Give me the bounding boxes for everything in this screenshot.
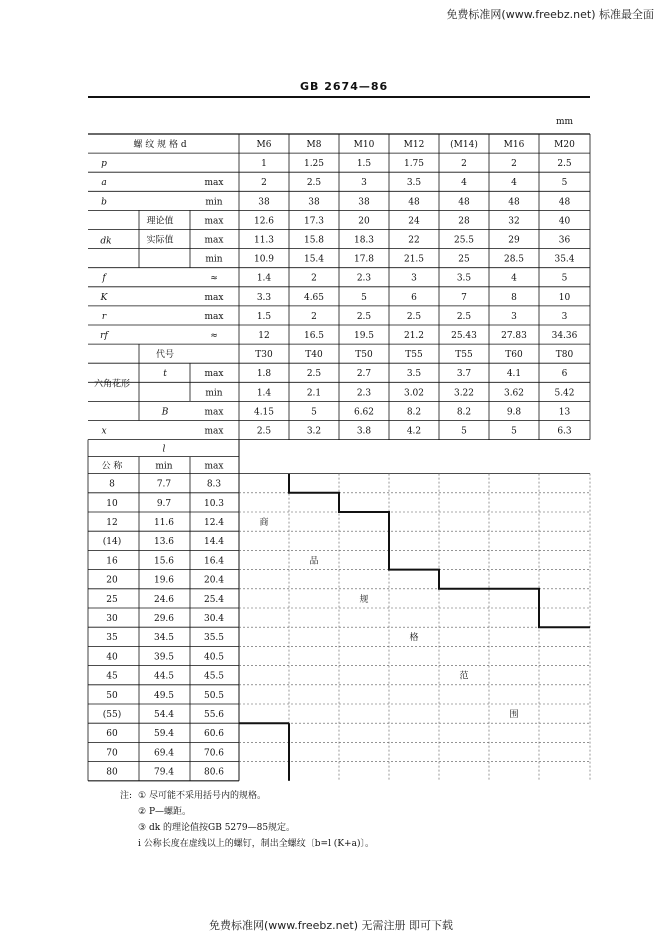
- note-item-1: [120, 788, 374, 804]
- cell-value: T55: [405, 350, 423, 361]
- range-label-char: 围: [509, 710, 519, 720]
- length-nominal: 40: [106, 652, 118, 663]
- length-max: 50.5: [203, 690, 225, 701]
- cell-value: 8: [511, 292, 517, 303]
- row-param: rf: [100, 331, 108, 341]
- row-param: f: [102, 273, 106, 284]
- cell-value: 2.5: [306, 369, 322, 380]
- cell-value: 48: [558, 197, 571, 208]
- cell-value: 5: [561, 273, 568, 284]
- length-max: 10.3: [203, 498, 225, 509]
- row-param: a: [101, 178, 107, 189]
- notes-prefix: 注:: [120, 791, 133, 801]
- cell-value: 2: [261, 178, 267, 189]
- length-min: 54.4: [153, 710, 175, 720]
- length-nominal: 60: [106, 729, 118, 740]
- row-param: p: [101, 159, 107, 170]
- row-sub-label: 实际值: [146, 235, 174, 246]
- row-limit: ≈: [210, 331, 218, 341]
- cell-value: 2: [461, 159, 467, 170]
- length-max: 80.6: [203, 767, 225, 778]
- cell-value: 3.5: [456, 273, 472, 284]
- row-limit: max: [204, 292, 224, 303]
- row-sub-label: 代号: [155, 350, 175, 361]
- cell-value: 2.1: [306, 388, 322, 399]
- cell-value: T40: [305, 350, 323, 361]
- row-param: x: [101, 426, 107, 437]
- cell-value: T60: [505, 350, 523, 361]
- row-limit: max: [204, 178, 224, 189]
- cell-value: 3: [361, 178, 367, 189]
- row-limit: max: [204, 407, 224, 418]
- length-max: 8.3: [206, 479, 222, 490]
- length-nominal: 16: [106, 556, 118, 567]
- length-col-max: max: [204, 461, 224, 472]
- row-param: b: [101, 197, 107, 208]
- range-label-char: 范: [459, 671, 469, 682]
- torx-group-label: 六角花形: [93, 379, 131, 390]
- cell-value: 19.5: [353, 331, 375, 341]
- cell-value: 38: [258, 197, 270, 208]
- length-max: 60.6: [203, 729, 225, 740]
- cell-value: 2: [311, 311, 317, 322]
- row-limit: max: [204, 216, 224, 227]
- length-min: 11.6: [153, 518, 175, 528]
- row-sub-label: t: [163, 369, 167, 380]
- cell-value: 21.2: [403, 331, 425, 341]
- length-min: 49.5: [153, 690, 175, 701]
- cell-value: 27.83: [501, 331, 527, 341]
- range-label-char: 格: [409, 633, 419, 644]
- length-max: 12.4: [203, 518, 225, 528]
- size-header: (M14): [450, 140, 478, 150]
- length-min: 15.6: [153, 556, 175, 567]
- length-max: 25.4: [203, 594, 225, 605]
- cell-value: 11.3: [253, 235, 275, 246]
- length-min: 24.6: [153, 594, 175, 605]
- row-limit: min: [205, 388, 223, 399]
- size-header: M8: [306, 140, 322, 150]
- cell-value: 34.36: [551, 331, 578, 341]
- row-limit: ≈: [210, 273, 218, 284]
- length-col-min: min: [155, 461, 173, 472]
- cell-value: 10: [558, 292, 571, 303]
- length-min: 69.4: [153, 748, 175, 759]
- cell-value: T50: [355, 350, 373, 361]
- length-nominal: 10: [106, 498, 118, 509]
- cell-value: 3.7: [456, 369, 472, 380]
- length-nominal: 35: [106, 633, 118, 644]
- size-header: M16: [503, 140, 525, 150]
- cell-value: 2.3: [356, 388, 372, 399]
- cell-value: 48: [408, 197, 420, 208]
- length-max: 40.5: [203, 652, 225, 663]
- cell-value: 38: [358, 197, 370, 208]
- length-nominal: 12: [106, 518, 118, 528]
- row-limit: min: [205, 254, 223, 265]
- note-text: 尽可能不采用括号内的规格。: [148, 791, 266, 801]
- cell-value: 2.5: [557, 159, 572, 170]
- cell-value: 17.8: [353, 254, 375, 265]
- size-header: M20: [554, 140, 575, 150]
- cell-value: 5: [561, 178, 568, 189]
- cell-value: 2.5: [406, 311, 422, 322]
- length-max: 45.5: [203, 671, 225, 682]
- length-max: 14.4: [203, 537, 225, 548]
- cell-value: 1.4: [256, 388, 272, 399]
- cell-value: 3: [561, 311, 568, 322]
- spec-header-label: 螺 纹 规 格 d: [133, 140, 187, 150]
- cell-value: 5: [361, 292, 367, 303]
- cell-value: 6: [411, 292, 417, 303]
- cell-value: 48: [508, 197, 520, 208]
- length-nominal: 25: [106, 594, 118, 605]
- cell-value: 4.65: [303, 292, 325, 303]
- cell-value: 25: [458, 254, 470, 265]
- cell-value: 4.2: [406, 426, 422, 437]
- cell-value: 7: [461, 292, 467, 303]
- length-nominal: 70: [106, 748, 118, 759]
- cell-value: 6.62: [353, 407, 375, 418]
- cell-value: 5: [461, 426, 467, 437]
- length-max: 35.5: [203, 633, 225, 644]
- row-limit: min: [205, 197, 223, 208]
- cell-value: 6.3: [557, 426, 572, 437]
- cell-value: 9.8: [506, 407, 522, 418]
- row-limit: max: [204, 426, 224, 437]
- length-nominal: (14): [102, 537, 122, 548]
- standard-code: GB 2674—86: [300, 80, 389, 93]
- cell-value: 13: [558, 407, 571, 418]
- note-mark: ③: [138, 823, 147, 833]
- note-item-3: [120, 820, 374, 836]
- length-col-nominal: 公 称: [101, 461, 123, 472]
- cell-value: 20: [358, 216, 370, 227]
- note-mark: ②: [138, 807, 147, 817]
- length-min: 34.5: [153, 633, 175, 644]
- cell-value: 1.25: [303, 159, 325, 170]
- cell-value: 3.22: [453, 388, 475, 399]
- cell-value: 4: [511, 178, 517, 189]
- cell-value: 25.5: [453, 235, 475, 246]
- length-nominal: 45: [106, 671, 118, 682]
- cell-value: 24: [408, 216, 420, 227]
- table-grid: [88, 134, 590, 781]
- row-sub-label: B: [161, 407, 169, 418]
- cell-value: 6: [561, 369, 568, 380]
- cell-value: 17.3: [303, 216, 325, 227]
- cell-value: 3.62: [503, 388, 525, 399]
- cell-value: 15.4: [303, 254, 325, 265]
- cell-value: 2.5: [306, 178, 322, 189]
- site-header: 免费标准网(www.freebz.net) 标准最全面: [446, 8, 654, 21]
- note-item-2: [120, 804, 374, 820]
- length-min: 19.6: [153, 575, 175, 586]
- cell-value: T55: [455, 350, 473, 361]
- length-min: 39.5: [153, 652, 175, 663]
- length-max: 55.6: [203, 710, 225, 720]
- cell-value: 3.02: [403, 388, 425, 399]
- note-text: dk 的理论值按GB 5279—85规定。: [148, 823, 296, 833]
- length-min: 7.7: [156, 479, 172, 490]
- cell-value: 2.7: [356, 369, 372, 380]
- length-nominal: 20: [106, 575, 118, 586]
- cell-value: 1: [261, 159, 267, 170]
- cell-value: 18.3: [353, 235, 375, 246]
- cell-value: 28.5: [503, 254, 525, 265]
- unit-label: mm: [556, 117, 574, 127]
- site-footer: 免费标准网(www.freebz.net) 无需注册 即可下载: [208, 919, 454, 932]
- length-nominal: 80: [106, 767, 118, 778]
- cell-value: 2: [311, 273, 317, 284]
- size-header: M6: [256, 140, 272, 150]
- note-text: 公称长度在虚线以上的螺钉，制出全螺纹〔b=l (K+a)〕。: [143, 839, 374, 849]
- cell-value: 2: [511, 159, 517, 170]
- cell-value: 3.5: [406, 369, 422, 380]
- cell-value: 29: [508, 235, 520, 246]
- cell-value: 2.3: [356, 273, 372, 284]
- row-param: K: [100, 292, 108, 303]
- row-param: r: [101, 311, 107, 322]
- note-mark: i: [138, 839, 141, 849]
- cell-value: T30: [255, 350, 273, 361]
- length-l-label: l: [162, 444, 166, 455]
- length-min: 13.6: [153, 537, 175, 548]
- cell-value: 3.3: [256, 292, 272, 303]
- cell-value: 12: [258, 331, 270, 341]
- length-min: 79.4: [153, 767, 175, 778]
- cell-value: 12.6: [253, 216, 275, 227]
- length-nominal: 30: [106, 614, 118, 624]
- cell-value: 15.8: [303, 235, 325, 246]
- row-sub-label: 理论值: [146, 216, 174, 227]
- note-item-4: [120, 836, 374, 852]
- cell-value: 5: [511, 426, 517, 437]
- cell-value: 2.5: [456, 311, 472, 322]
- cell-value: 3: [511, 311, 517, 322]
- cell-value: 3.8: [356, 426, 372, 437]
- length-max: 70.6: [203, 748, 225, 759]
- dk-param-label: dk: [100, 236, 112, 247]
- length-min: 44.5: [153, 671, 175, 682]
- cell-value: 1.4: [256, 273, 272, 284]
- length-max: 16.4: [203, 556, 225, 567]
- size-header: M10: [353, 140, 375, 150]
- cell-value: 28: [458, 216, 470, 227]
- length-nominal: 50: [106, 690, 118, 701]
- cell-value: 48: [458, 197, 470, 208]
- row-limit: max: [204, 311, 224, 322]
- length-min: 59.4: [153, 729, 175, 740]
- cell-value: 3.2: [306, 426, 322, 437]
- length-min: 29.6: [153, 614, 175, 624]
- cell-value: 21.5: [403, 254, 425, 265]
- cell-value: 5.42: [554, 388, 575, 399]
- cell-value: 8.2: [406, 407, 422, 418]
- note-text: P—螺距。: [148, 807, 192, 817]
- range-label-char: 商: [259, 518, 269, 528]
- row-limit: max: [204, 235, 224, 246]
- length-nominal: (55): [102, 710, 122, 720]
- cell-value: 16.5: [303, 331, 325, 341]
- cell-value: 35.4: [554, 254, 575, 265]
- length-nominal: 8: [109, 479, 115, 490]
- cell-value: 40: [558, 216, 571, 227]
- cell-value: 1.5: [356, 159, 372, 170]
- cell-value: 2.5: [256, 426, 272, 437]
- cell-value: 22: [408, 235, 420, 246]
- cell-value: 25.43: [451, 331, 477, 341]
- cell-value: 3: [411, 273, 417, 284]
- cell-value: 4: [461, 178, 467, 189]
- cell-value: 1.5: [256, 311, 272, 322]
- notes-block: [120, 788, 374, 852]
- cell-value: 4: [511, 273, 517, 284]
- cell-value: T80: [555, 350, 574, 361]
- range-label-char: 品: [309, 556, 319, 567]
- range-label-char: 规: [359, 594, 369, 605]
- cell-value: 3.5: [406, 178, 422, 189]
- cell-value: 38: [308, 197, 320, 208]
- cell-value: 1.8: [256, 369, 272, 380]
- cell-value: 2.5: [356, 311, 372, 322]
- cell-value: 4.1: [506, 369, 522, 380]
- row-limit: max: [204, 369, 224, 380]
- length-min: 9.7: [156, 498, 172, 509]
- length-max: 30.4: [203, 614, 225, 624]
- cell-value: 10.9: [253, 254, 275, 265]
- size-header: M12: [403, 140, 425, 150]
- length-max: 20.4: [203, 575, 225, 586]
- note-mark: ①: [138, 791, 147, 801]
- cell-value: 1.75: [403, 159, 425, 170]
- cell-value: 32: [508, 216, 520, 227]
- cell-value: 36: [558, 235, 571, 246]
- cell-value: 8.2: [456, 407, 472, 418]
- cell-value: 4.15: [253, 407, 275, 418]
- cell-value: 5: [311, 407, 317, 418]
- table-cells: [94, 138, 578, 778]
